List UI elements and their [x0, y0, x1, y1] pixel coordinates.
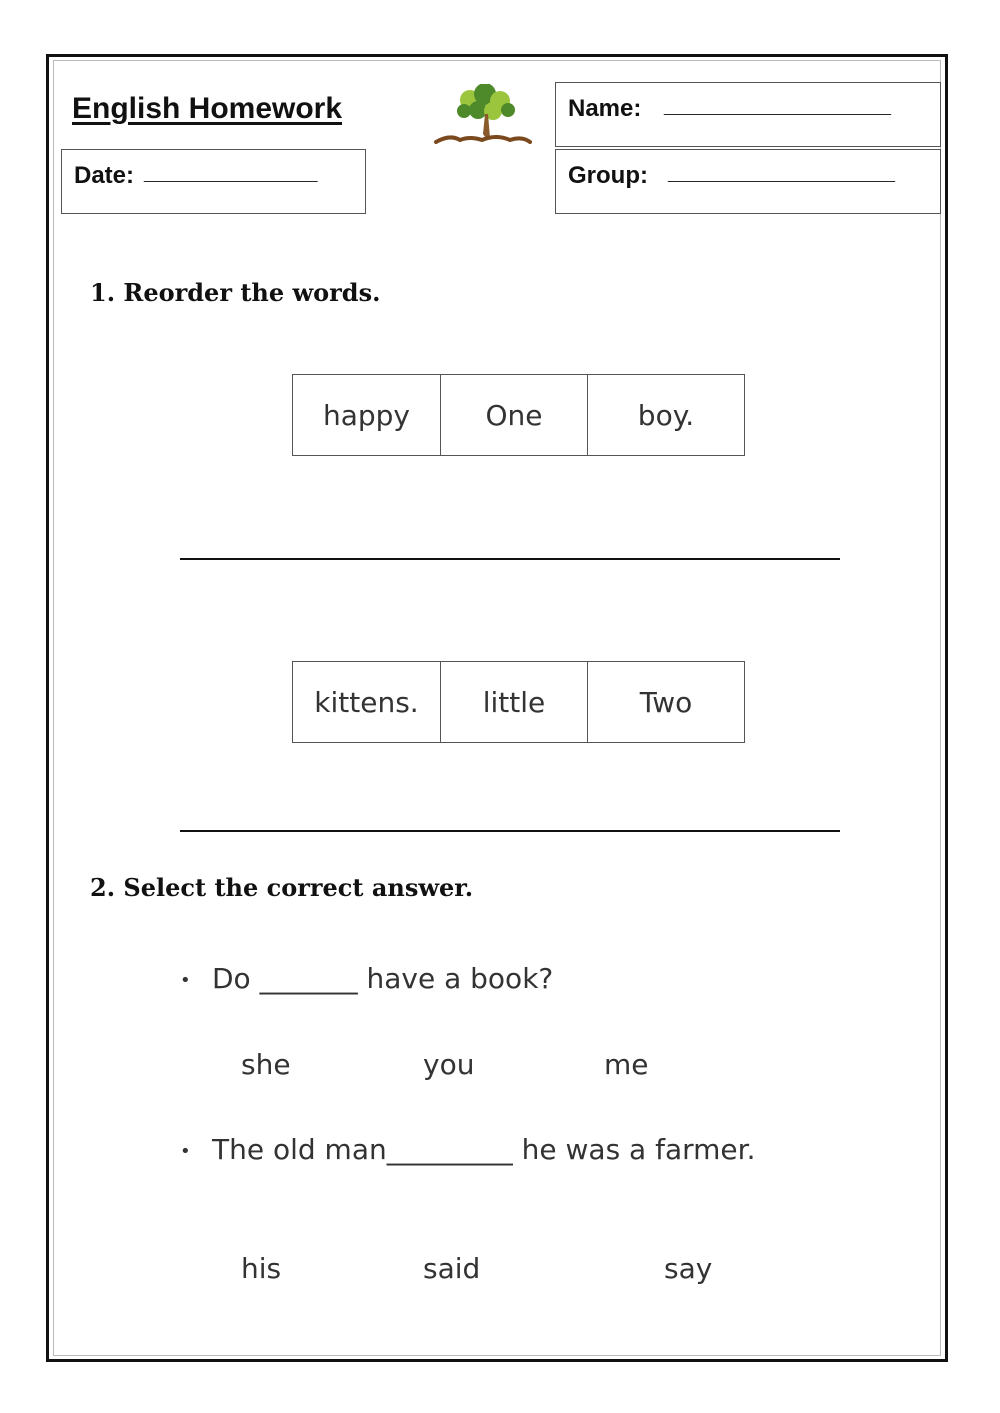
question-1 — [180, 962, 553, 995]
word-card[interactable]: kittens. — [314, 685, 419, 719]
group-label: Group: — [568, 162, 648, 189]
date-blank: _____________ — [144, 158, 318, 185]
word-card[interactable]: little — [440, 662, 587, 742]
word-card[interactable]: One — [440, 375, 587, 455]
answer-option[interactable]: said — [423, 1252, 481, 1285]
group-field[interactable] — [555, 149, 941, 214]
tree-logo-icon — [430, 84, 536, 150]
group-blank: _________________ — [668, 158, 895, 185]
reorder-row-2 — [292, 661, 745, 743]
question-2 — [180, 1133, 756, 1166]
date-label: Date: — [74, 162, 135, 189]
answer-option[interactable]: you — [423, 1048, 475, 1081]
answer-line-2[interactable] — [180, 830, 840, 832]
question-text: Do _______ have a book? — [212, 962, 554, 995]
answer-option[interactable]: his — [241, 1252, 282, 1285]
answer-line-1[interactable] — [180, 558, 840, 560]
answer-option[interactable]: say — [664, 1252, 713, 1285]
reorder-row-1 — [292, 374, 745, 456]
section2-heading: 2. Select the correct answer. — [90, 873, 474, 902]
section1-heading: 1. Reorder the words. — [90, 278, 381, 307]
answer-option[interactable]: she — [241, 1048, 291, 1081]
date-field[interactable] — [61, 149, 366, 214]
question-text: The old man_________ he was a farmer. — [212, 1133, 756, 1166]
word-card[interactable]: Two — [587, 662, 744, 742]
name-field[interactable] — [555, 82, 941, 147]
name-blank: _________________ — [664, 91, 891, 118]
word-card[interactable]: boy. — [587, 375, 744, 455]
name-label: Name: — [568, 95, 642, 122]
bullet-icon: • — [180, 969, 191, 991]
bullet-icon: • — [180, 1140, 191, 1162]
word-card[interactable]: happy — [322, 398, 411, 432]
page-title: English Homework — [72, 92, 343, 125]
answer-option[interactable]: me — [604, 1048, 649, 1081]
